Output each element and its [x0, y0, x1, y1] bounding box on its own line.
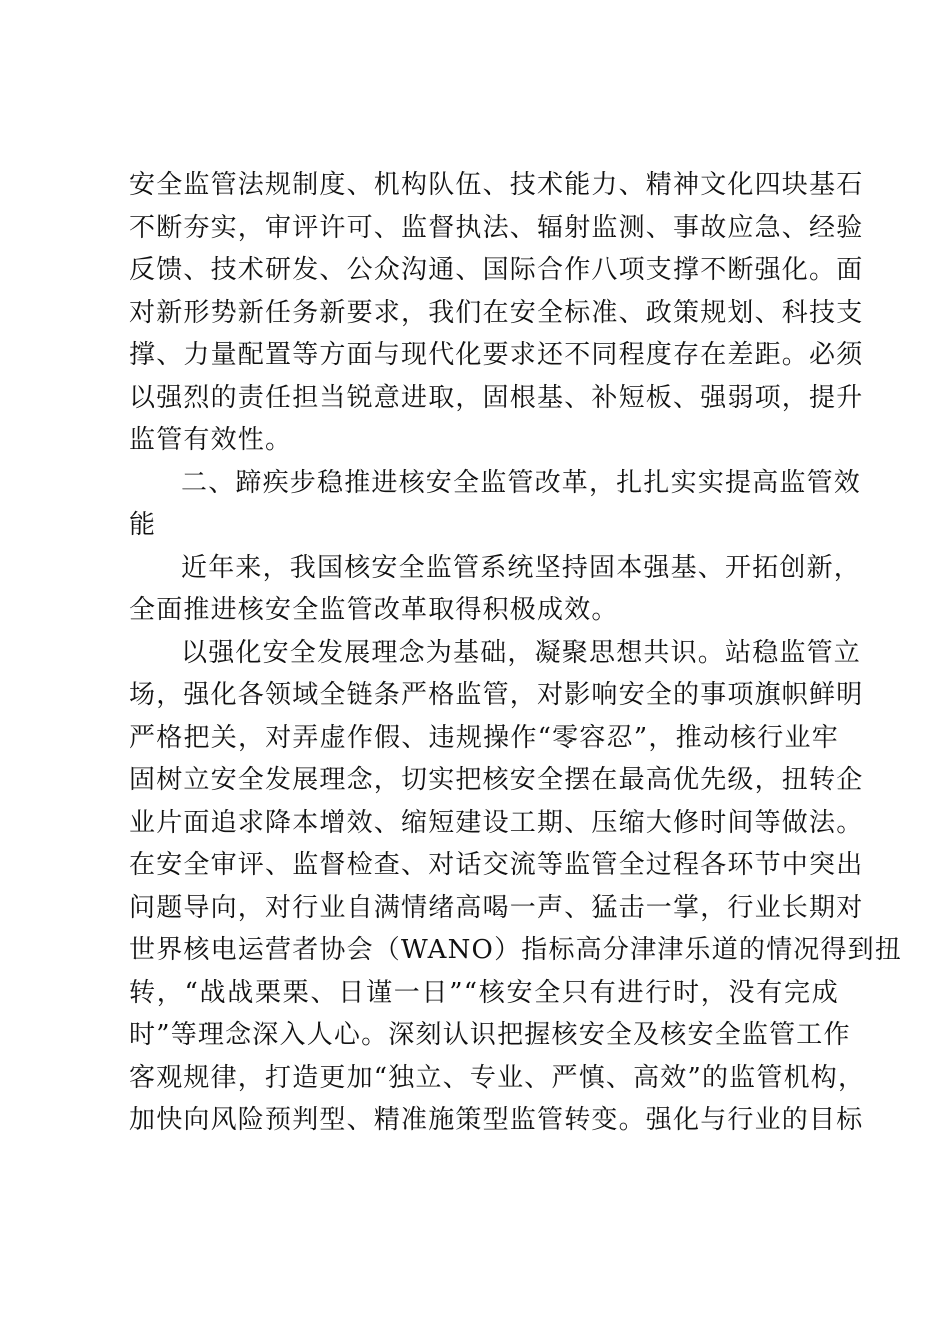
paragraph-3	[129, 632, 903, 1142]
section-heading	[129, 462, 862, 547]
text-line: 严格把关，对弄虚作假、违规操作“零容忍”，推动核行业牢	[129, 722, 839, 753]
paragraph-1	[129, 164, 864, 462]
text-line: 时”等理念深入人心。深刻认识把握核安全及核安全监管工作	[129, 1020, 851, 1050]
text-line: 在安全审评、监督检查、对话交流等监管全过程各环节中突出	[129, 850, 864, 880]
text-line: 安全监管法规制度、机构队伍、技术能力、精神文化四块基石	[129, 170, 864, 200]
paragraph-2	[129, 547, 862, 632]
text-line: 反馈、技术研发、公众沟通、国际合作八项支撑不断强化。面	[129, 255, 864, 285]
text-line: 撑、力量配置等方面与现代化要求还不同程度存在差距。必须	[129, 340, 864, 370]
text-line: 加快向风险预判型、精准施策型监管转变。强化与行业的目标	[129, 1105, 864, 1135]
text-line: 业片面追求降本增效、缩短建设工期、压缩大修时间等做法。	[129, 807, 864, 838]
text-line: 对新形势新任务新要求，我们在安全标准、政策规划、科技支	[129, 297, 864, 328]
text-line: 近年来，我国核安全监管系统坚持固本强基、开拓创新，	[181, 552, 862, 583]
body-text	[129, 164, 903, 1142]
text-line: 监管有效性。	[129, 425, 293, 455]
heading-line: 二、蹄疾步稳推进核安全监管改革，扎扎实实提高监管效	[181, 467, 862, 498]
text-line: 客观规律，打造更加“独立、专业、严慎、高效”的监管机构，	[129, 1062, 866, 1093]
text-line: 不断夯实，审评许可、监督执法、辐射监测、事故应急、经验	[129, 212, 864, 243]
text-line: 问题导向，对行业自满情绪高喝一声、猛击一掌，行业长期对	[129, 892, 864, 923]
text-line: 世界核电运营者协会（WANO）指标高分津津乐道的情况得到扭	[129, 935, 903, 965]
text-line: 固树立安全发展理念，切实把核安全摆在最高优先级，扭转企	[129, 765, 864, 795]
text-line: 全面推进核安全监管改革取得积极成效。	[129, 595, 619, 625]
text-line: 以强烈的责任担当锐意进取，固根基、补短板、强弱项，提升	[129, 382, 864, 413]
heading-line: 能	[129, 510, 157, 540]
text-line: 场，强化各领域全链条严格监管，对影响安全的事项旗帜鲜明	[129, 680, 864, 710]
text-line: 转，“战战栗栗、日谨一日”“核安全只有进行时，没有完成	[129, 977, 839, 1008]
text-line: 以强化安全发展理念为基础，凝聚思想共识。站稳监管立	[181, 637, 862, 668]
